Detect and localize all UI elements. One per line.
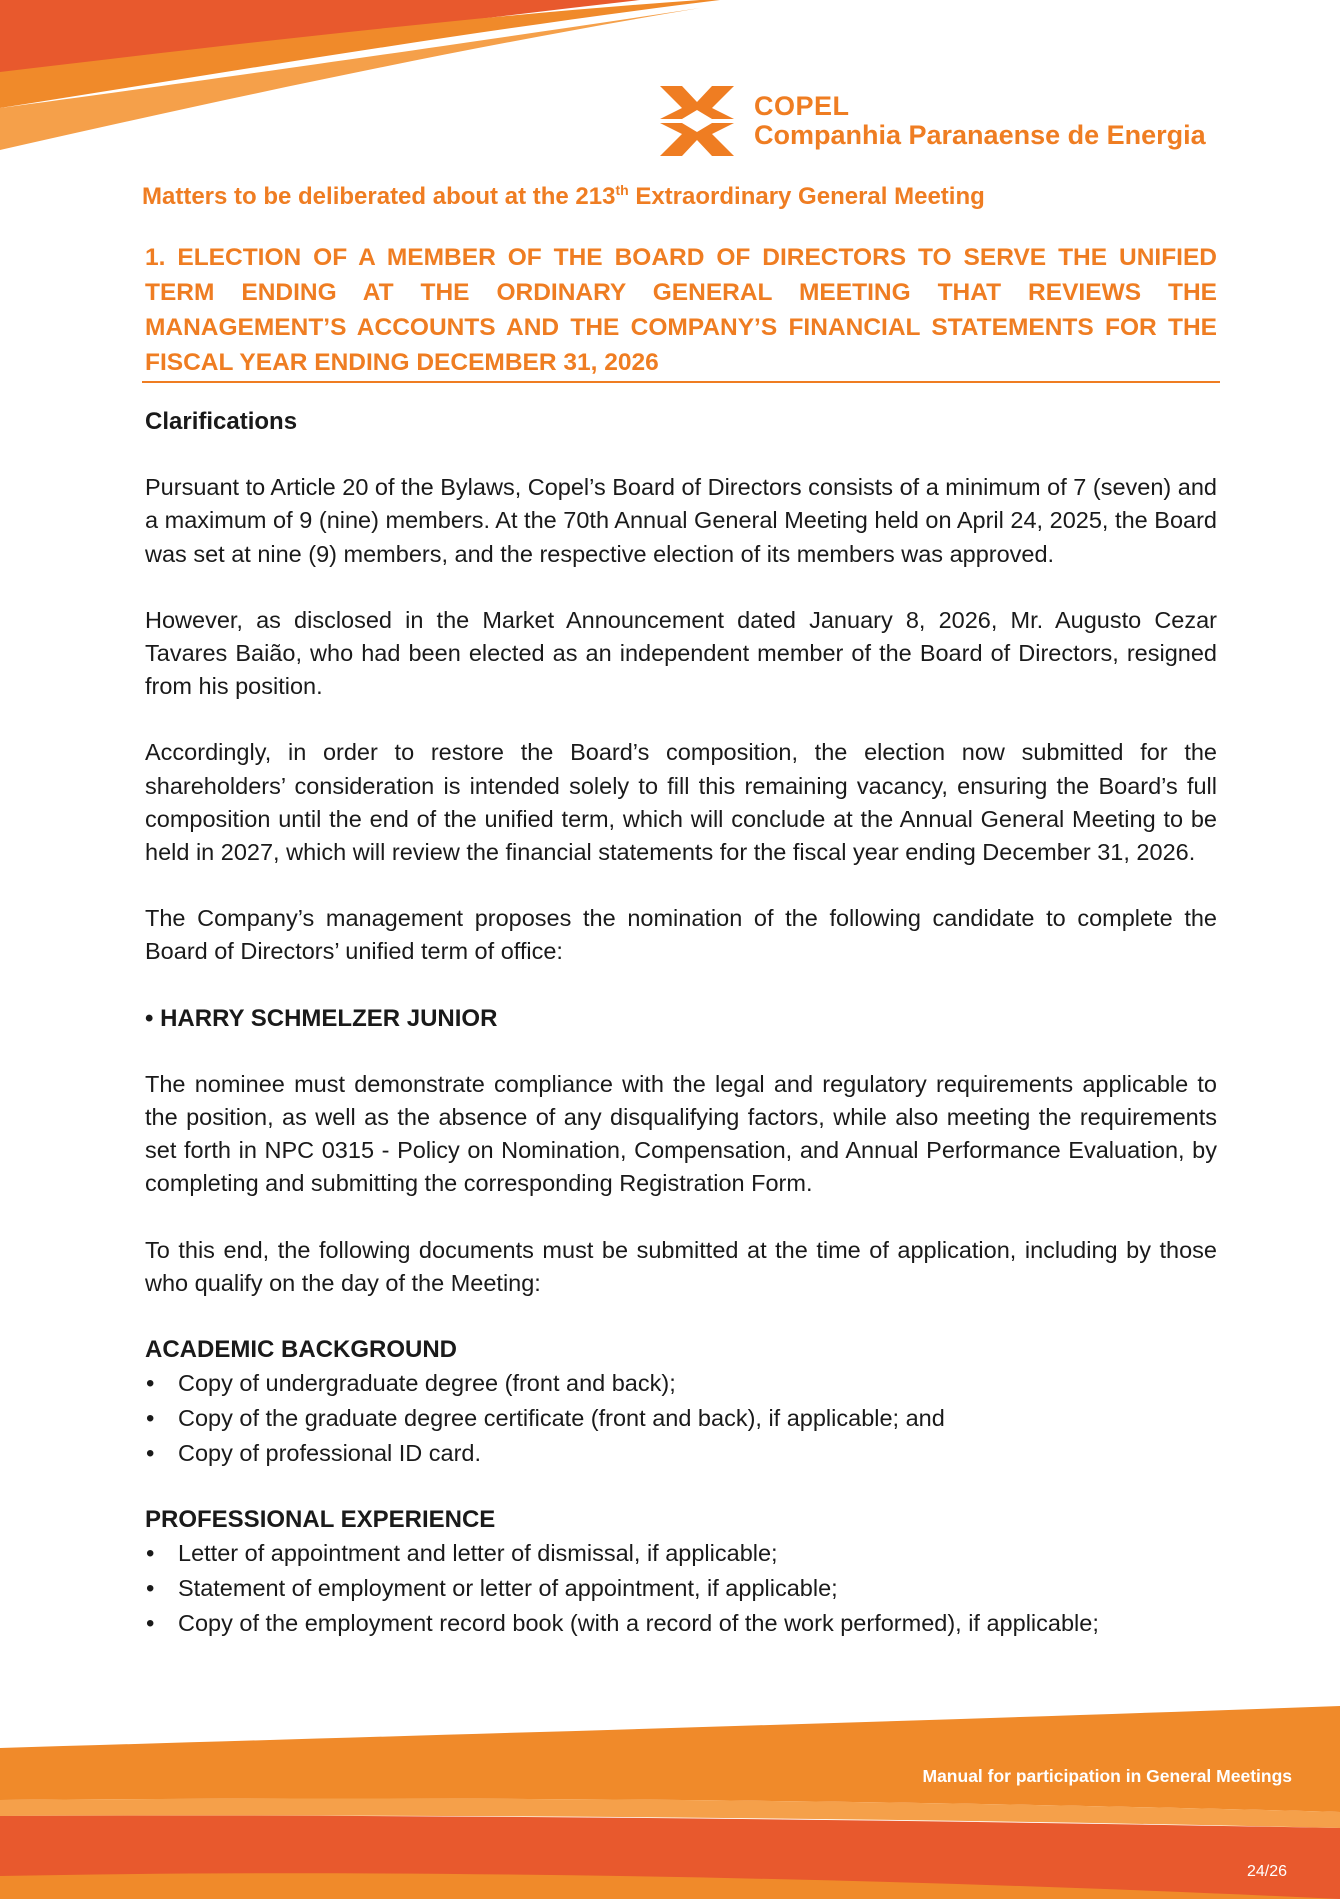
paragraph: However, as disclosed in the Market Announcement dated January 8, 2026, Mr. Augusto Cezar Tavares Baião, who had been elected as an independent member of the Board of Directors, resigned from his position. — [145, 606, 1217, 700]
page-number: 24/26 — [1246, 1863, 1287, 1880]
paragraph: The nominee must demonstrate compliance with the legal and regulatory requirements applicable to the position, as well as the absence of any disqualifying factors, while also meeting the requirements set forth in NPC 0315 - Policy on Nomination, Compensation, and Annual Performance Evaluation, by completing and submitting the corresponding Registration Form. — [145, 1070, 1217, 1197]
document-body — [145, 405, 1217, 1641]
paragraph: To this end, the following documents must be submitted at the time of application, including by those who qualify on the day of the Meeting: — [145, 1236, 1217, 1296]
professional-heading: PROFESSIONAL EXPERIENCE — [145, 1506, 496, 1534]
list-item: • Copy of the employment record book (with a record of the work performed), if applicable; — [145, 1606, 1217, 1641]
logo-name: COPEL — [754, 91, 850, 121]
list-item: • Copy of professional ID card. — [145, 1436, 1217, 1471]
paragraph: The Company’s management proposes the nomination of the following candidate to complete the Board of Directors’ unified term of office: — [145, 905, 1217, 965]
list-item: • Statement of employment or letter of appointment, if applicable; — [145, 1571, 1217, 1606]
professional-list — [145, 1536, 1217, 1641]
academic-list — [145, 1366, 1217, 1471]
paragraph: Accordingly, in order to restore the Board’s composition, the election now submitted for the shareholders’ consideration is intended solely to fill this remaining vacancy, ensuring the Board’s full composition until the end of the unified term, which will conclude at the Annual General Meeting to be held in 2027, which will review the financial statements for the fiscal year ending December 31, 2026. — [145, 739, 1217, 866]
list-item: • Copy of undergraduate degree (front and back); — [145, 1366, 1217, 1401]
section-title: 1. ELECTION OF A MEMBER OF THE BOARD OF DIRECTORS TO SERVE THE UNIFIED TERM ENDING AT THE ORDINARY GENERAL MEETING THAT REVIEWS THE MANAGEMENT’S ACCOUNTS AND THE COMPANY’S FINANCIAL STATEMENTS FOR THE FISCAL YEAR ENDING DECEMBER 31, 2026 — [145, 244, 1217, 376]
academic-heading: ACADEMIC BACKGROUND — [145, 1336, 457, 1364]
list-item: • Letter of appointment and letter of dismissal, if applicable; — [145, 1536, 1217, 1571]
paragraph: Pursuant to Article 20 of the Bylaws, Copel’s Board of Directors consists of a minimum of 7 (seven) and a maximum of 9 (nine) members. At the 70th Annual General Meeting held on April 24, 2025, the Board was set at nine (9) members, and the respective election of its members was approved. — [145, 474, 1217, 567]
copel-logo — [660, 86, 1206, 156]
copel-logo-icon — [660, 86, 734, 156]
meeting-title — [142, 182, 985, 211]
meeting-title-suffix: Extraordinary General Meeting — [628, 183, 985, 210]
clarifications-heading: Clarifications — [145, 408, 298, 435]
meeting-title-prefix: Matters to be deliberated about at the 213 — [142, 183, 616, 210]
section-divider — [142, 381, 1220, 383]
meeting-title-ordinal: th — [615, 182, 629, 198]
candidate-name: • HARRY SCHMELZER JUNIOR — [145, 1004, 498, 1032]
footer-decoration — [0, 1700, 1340, 1899]
footer-label: Manual for participation in General Meetings — [922, 1766, 1292, 1786]
logo-full-name: Companhia Paranaense de Energia — [754, 120, 1206, 150]
list-item: • Copy of the graduate degree certificate (front and back), if applicable; and — [145, 1401, 1217, 1436]
